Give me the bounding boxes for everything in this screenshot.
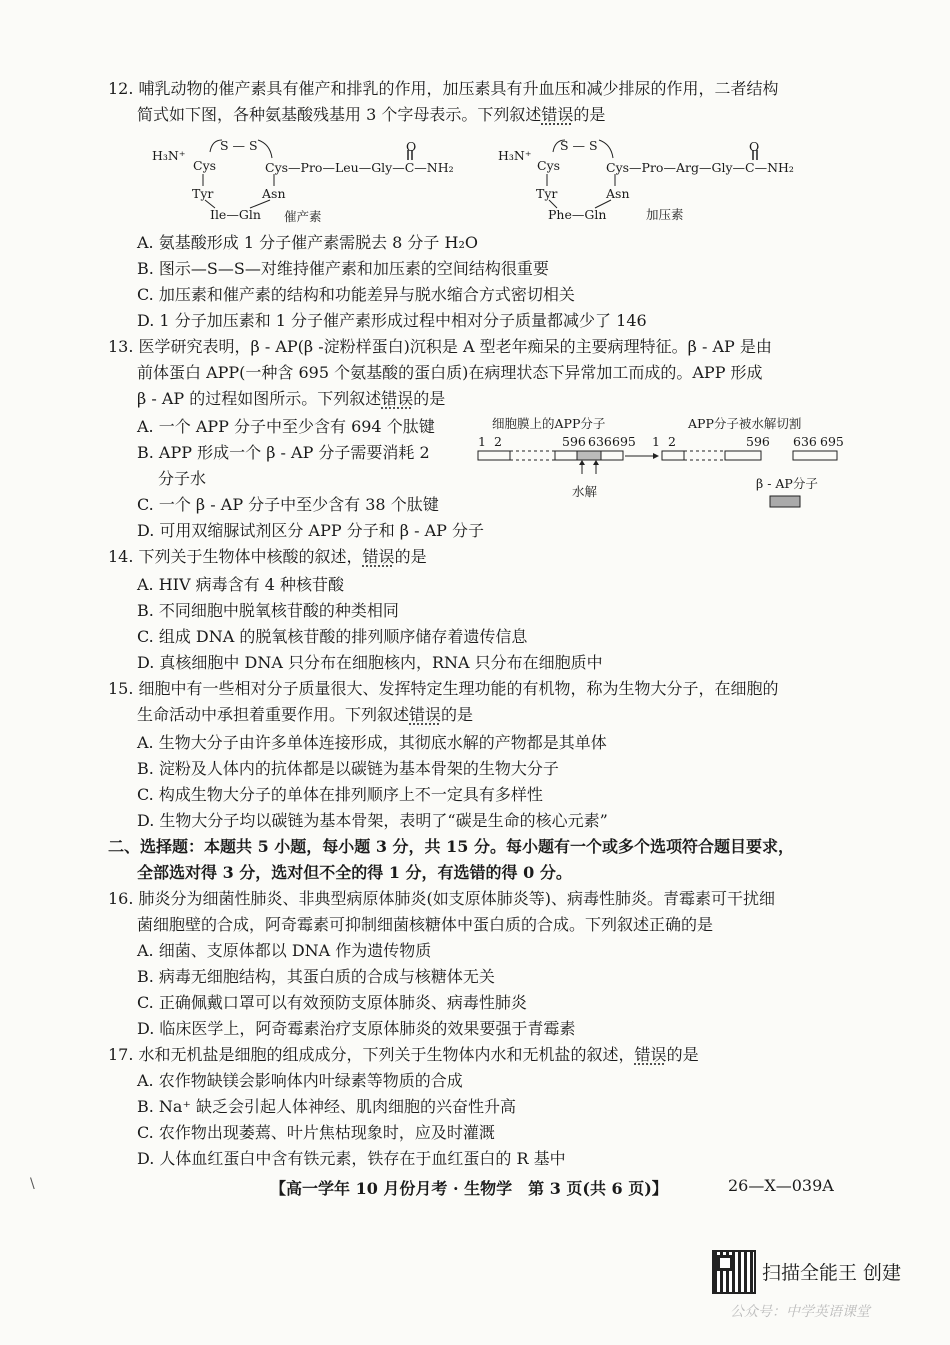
vaso-bottom: Phe—Gln — [548, 207, 607, 222]
app-right-start — [662, 451, 684, 460]
oxy-tyr: Tyr — [192, 186, 214, 201]
section2-line2: 全部选对得 3 分，选对但不全的得 1 分，有选错的得 0 分。 — [137, 863, 572, 882]
q14-emphasis: 错误 — [362, 547, 395, 566]
section2-line1: 二、选择题：本题共 5 小题，每小题 3 分，共 15 分。每小题有一个或多个选项符合题目要求， — [108, 837, 794, 856]
label-2-right: 2 — [668, 434, 676, 449]
app-left-beta-ap — [577, 451, 601, 460]
vaso-bond-left — [553, 140, 565, 152]
q14-option-c: C. 组成 DNA 的脱氧核苷酸的排列顺序储存着遗传信息 — [137, 627, 528, 646]
q15-stem-end: 的是 — [441, 705, 474, 724]
q16-stem-line1: 16. 肺炎分为细菌性肺炎、非典型病原体肺炎(如支原体肺炎等)、病毒性肺炎。青霉素可干扰细 — [108, 889, 776, 908]
q12-stem-line1: 12. 哺乳动物的催产素具有催产和排乳的作用，加压素具有升血压和减少排尿的作用，二者结构 — [108, 79, 779, 98]
q14-option-b: B. 不同细胞中脱氧核苷酸的种类相同 — [137, 601, 399, 620]
q16-option-a: A. 细菌、支原体都以 DNA 作为遗传物质 — [137, 941, 432, 960]
q13-stem-end: 的是 — [413, 389, 446, 408]
q15-stem-text: 生命活动中承担着重要作用。下列叙述 — [137, 705, 410, 724]
oxy-name: 催产素 — [284, 209, 322, 224]
vaso-oxygen: O — [749, 139, 760, 154]
q13-stem-line3 — [137, 386, 445, 409]
label-695-right: 695 — [820, 434, 844, 449]
vaso-nh3: H₃N⁺ — [498, 148, 532, 163]
q15-stem-line1: 15. 细胞中有一些相对分子质量很大、发挥特定生理功能的有机物，称为生物大分子，在细胞的 — [108, 679, 779, 698]
vaso-cys1: Cys — [537, 158, 561, 173]
q14-option-d: D. 真核细胞中 DNA 只分布在细胞核内，RNA 只分布在细胞质中 — [137, 653, 603, 672]
label-695-left: 695 — [612, 434, 636, 449]
app-left-pre — [555, 451, 577, 460]
app-left-post — [601, 451, 623, 460]
q13-option-d: D. 可用双缩脲试剂区分 APP 分子和 β - AP 分子 — [137, 521, 485, 540]
oxy-bond-left — [210, 140, 222, 152]
q16-stem-line2: 菌细胞壁的合成，阿奇霉素可抑制细菌核糖体中蛋白质的合成。下列叙述正确的是 — [137, 915, 714, 934]
vaso-link-tyr-phe — [549, 200, 557, 208]
beta-ap-product — [770, 496, 800, 507]
label-1-right: 1 — [652, 434, 660, 449]
q12-stem-line2 — [137, 102, 605, 125]
vaso-tyr: Tyr — [536, 186, 558, 201]
oxy-link-asn-gln — [250, 200, 270, 208]
q14-stem-end: 的是 — [394, 547, 427, 566]
q15-option-c: C. 构成生物大分子的单体在排列顺序上不一定具有多样性 — [137, 785, 543, 804]
q13-stem-text: β - AP 的过程如图所示。下列叙述 — [137, 389, 382, 408]
vaso-bond-right — [599, 140, 613, 158]
qr-finder-icon — [717, 1255, 733, 1271]
app-left-start — [478, 451, 510, 460]
q15-stem-line2 — [137, 702, 473, 725]
q14-option-a: A. HIV 病毒含有 4 种核苷酸 — [137, 575, 344, 594]
vaso-link-asn-gln — [595, 200, 611, 208]
footer-title: 【高一学年 10 月份月考 · 生物学 第 3 页(共 6 页)】 — [270, 1179, 668, 1198]
vaso-asn: Asn — [606, 186, 630, 201]
oxy-oxygen: O — [406, 139, 417, 154]
q14-stem-text: 14. 下列关于生物体中核酸的叙述， — [108, 547, 363, 566]
q17-option-c: C. 农作物出现萎蔫、叶片焦枯现象时，应及时灌溉 — [137, 1123, 495, 1142]
label-636-right: 636 — [793, 434, 817, 449]
q13-option-b-cont: 分子水 — [158, 469, 207, 488]
q15-option-b: B. 淀粉及人体内的抗体都是以碳链为基本骨架的生物大分子 — [137, 759, 559, 778]
q12-option-d: D. 1 分子加压素和 1 分子催产素形成过程中相对分子质量都减少了 146 — [137, 311, 647, 330]
q17-emphasis: 错误 — [634, 1045, 667, 1064]
q17-stem — [108, 1042, 699, 1065]
q15-emphasis: 错误 — [409, 705, 442, 724]
oxy-chain: Cys—Pro—Leu—Gly—C—NH₂ — [265, 160, 454, 175]
oxy-bond-right — [258, 140, 272, 158]
q12-option-b: B. 图示—S—S—对维持催产素和加压素的空间结构很重要 — [137, 259, 549, 278]
product-label: β - AP分子 — [756, 476, 818, 491]
vaso-name: 加压素 — [646, 207, 684, 222]
oxy-bottom: Ile—Gln — [210, 207, 261, 222]
label-596-right: 596 — [746, 434, 770, 449]
q12-option-a: A. 氨基酸形成 1 分子催产素需脱去 8 分子 H₂O — [137, 233, 479, 252]
watermark-text: 公众号：中学英语课堂 — [730, 1304, 870, 1320]
oxy-ss: S — S — [220, 138, 258, 153]
app-right-post — [793, 451, 837, 460]
qr-code-icon — [712, 1250, 756, 1294]
q13-stem-line2: 前体蛋白 APP(一种含 695 个氨基酸的蛋白质)在病理状态下异常加工而成的。APP 形成 — [137, 363, 763, 382]
q13-option-b: B. APP 形成一个 β - AP 分子需要消耗 2 — [137, 443, 430, 462]
q13-option-a: A. 一个 APP 分子中至少含有 694 个肽键 — [137, 417, 435, 436]
q17-stem-end: 的是 — [666, 1045, 699, 1064]
oxy-nh3: H₃N⁺ — [152, 148, 186, 163]
q13-emphasis: 错误 — [381, 389, 414, 408]
vaso-ss: S — S — [560, 138, 598, 153]
q12-stem-text: 简式如下图，各种氨基酸残基用 3 个字母表示。下列叙述 — [137, 105, 542, 124]
q12-emphasis: 错误 — [541, 105, 574, 124]
q15-option-d: D. 生物大分子均以碳链为基本骨架，表明了“碳是生命的核心元素” — [137, 811, 608, 830]
label-1-left: 1 — [478, 434, 486, 449]
q16-option-b: B. 病毒无细胞结构，其蛋白质的合成与核糖体无关 — [137, 967, 495, 986]
q17-option-b: B. Na⁺ 缺乏会引起人体神经、肌肉细胞的兴奋性升高 — [137, 1097, 517, 1116]
label-2-left: 2 — [494, 434, 502, 449]
hydrolysis-arrow-1-head — [579, 460, 585, 465]
q16-option-c: C. 正确佩戴口罩可以有效预防支原体肺炎、病毒性肺炎 — [137, 993, 527, 1012]
q14-stem — [108, 544, 427, 567]
label-636-left: 636 — [588, 434, 612, 449]
diagram-arrow-head — [653, 453, 659, 459]
q17-option-a: A. 农作物缺镁会影响体内叶绿素等物质的合成 — [137, 1071, 463, 1090]
q13-stem-line1: 13. 医学研究表明，β - AP(β -淀粉样蛋白)沉积是 A 型老年痴呆的主要病理特征。β - AP 是由 — [108, 337, 772, 356]
q17-option-d: D. 人体血红蛋白中含有铁元素，铁存在于血红蛋白的 R 基中 — [137, 1149, 566, 1168]
corner-mark: \ — [30, 1176, 35, 1192]
app-right-pre — [725, 451, 761, 460]
q17-stem-text: 17. 水和无机盐是细胞的组成成分，下列关于生物体内水和无机盐的叙述， — [108, 1045, 635, 1064]
oxy-link-tyr-ile — [205, 200, 215, 208]
hydrolysis-arrow-2-head — [593, 460, 599, 465]
app-diagram-shapes — [475, 448, 850, 513]
q16-option-d: D. 临床医学上，阿奇霉素治疗支原体肺炎的效果要强于青霉素 — [137, 1019, 576, 1038]
scanner-label: 扫描全能王 创建 — [762, 1262, 902, 1284]
diagram-title-left: 细胞膜上的APP分子 — [492, 416, 606, 431]
footer-code: 26—X—039A — [728, 1176, 834, 1195]
q12-option-c: C. 加压素和催产素的结构和功能差异与脱水缩合方式密切相关 — [137, 285, 575, 304]
oxy-bonds — [150, 130, 450, 225]
vaso-bonds — [495, 130, 795, 225]
diagram-title-right: APP分子被水解切割 — [688, 416, 802, 431]
hydrolysis-label: 水解 — [572, 484, 598, 499]
vaso-chain: Cys—Pro—Arg—Gly—C—NH₂ — [606, 160, 794, 175]
q15-option-a: A. 生物大分子由许多单体连接形成，其彻底水解的产物都是其单体 — [137, 733, 607, 752]
oxy-cys1: Cys — [193, 158, 217, 173]
oxy-asn: Asn — [262, 186, 286, 201]
q13-option-c: C. 一个 β - AP 分子中至少含有 38 个肽键 — [137, 495, 439, 514]
q12-stem-end: 的是 — [573, 105, 606, 124]
label-596-left: 596 — [562, 434, 586, 449]
